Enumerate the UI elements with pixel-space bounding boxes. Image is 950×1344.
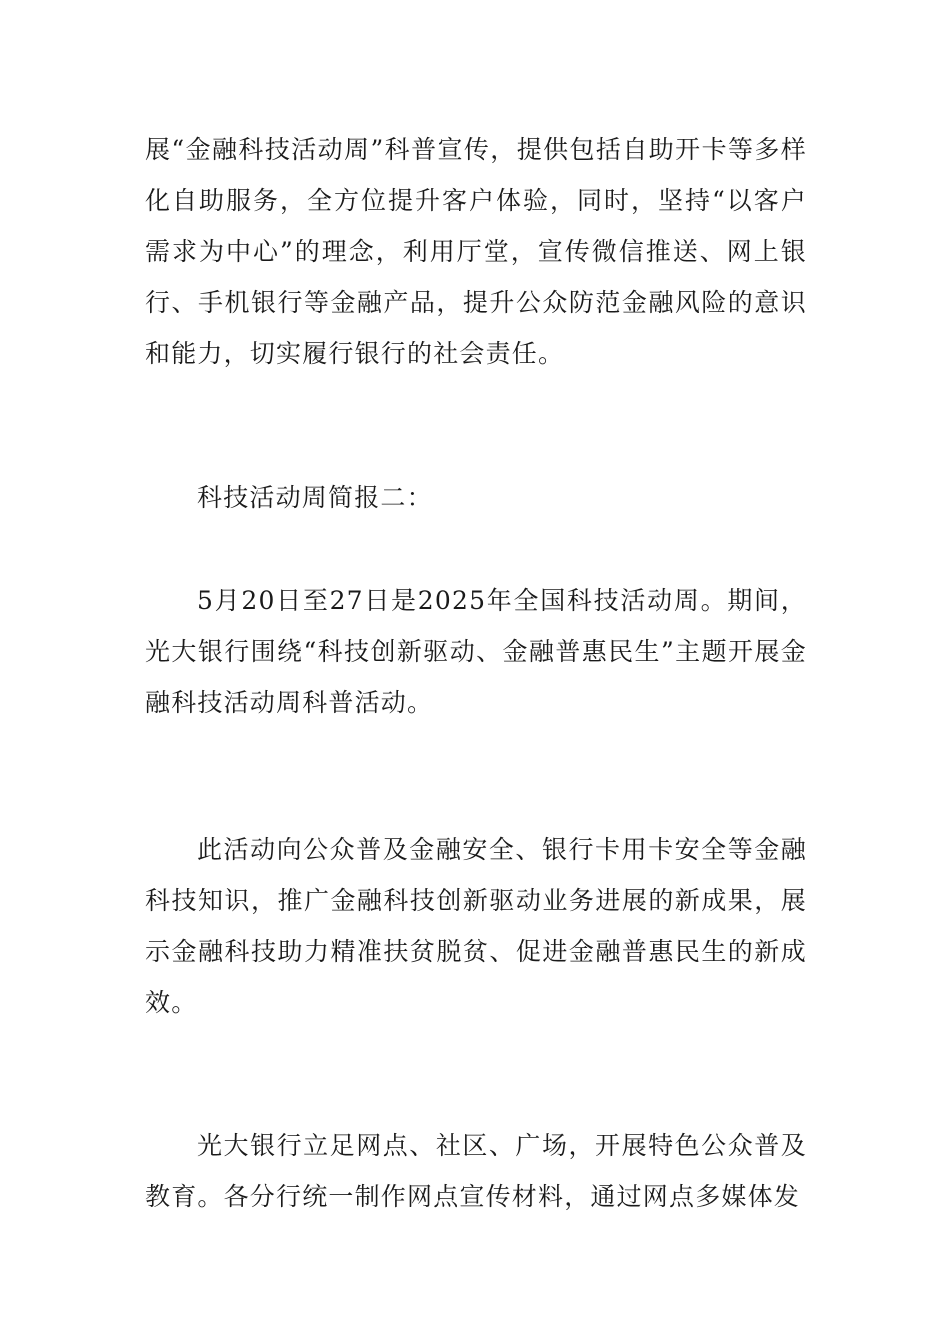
paragraph: 光大银行立足网点、社区、广场，开展特色公众普及教育。各分行统一制作网点宣传材料，通过网点多媒体发 (145, 1131, 807, 1211)
paragraph-continued: 展“金融科技活动周”科普宣传，提供包括自助开卡等多样化自助服务，全方位提升客户体验，同时，坚持“以客户需求为中心”的理念，利用厅堂，宣传微信推送、网上银行、手机银行等金融产品，提升公众防范金融风险的意识和能力，切实履行银行的社会责任。 (145, 135, 807, 368)
section-heading: 科技活动周简报二： (197, 483, 433, 512)
paragraph: 5月20日至27日是2025年全国科技活动周。期间，光大银行围绕“科技创新驱动、金融普惠民生”主题开展金融科技活动周科普活动。 (145, 586, 807, 717)
paragraph: 此活动向公众普及金融安全、银行卡用卡安全等金融科技知识，推广金融科技创新驱动业务进展的新成果，展示金融科技助力精准扶贫脱贫、促进金融普惠民生的新成效。 (145, 835, 807, 1017)
